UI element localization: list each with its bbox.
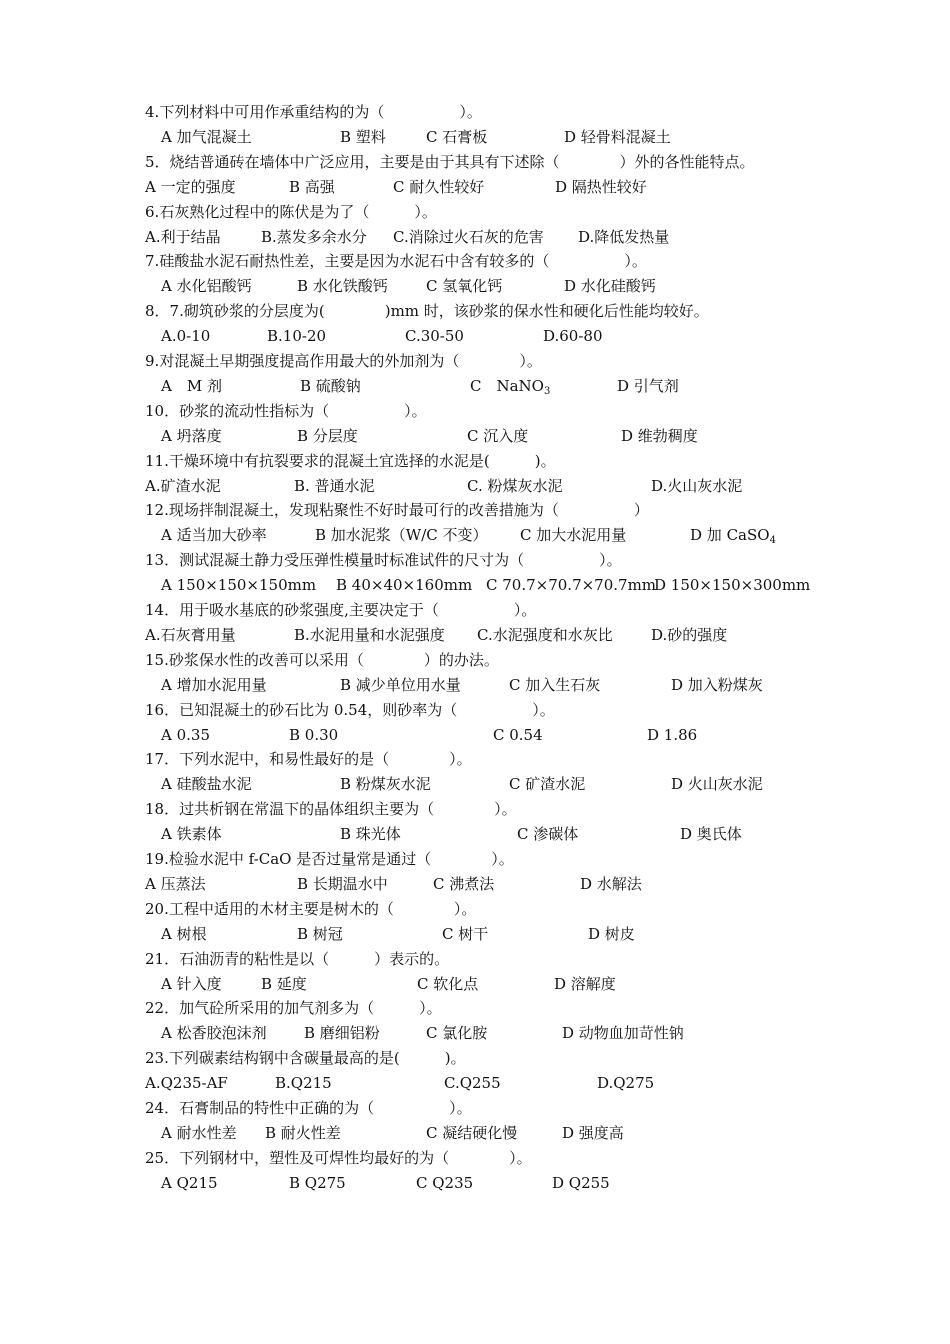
option-d <box>552 1172 610 1194</box>
option-b <box>289 724 338 746</box>
option-text: A 坍落度 <box>161 427 222 445</box>
option-d <box>671 674 763 696</box>
option-text: A 针入度 <box>161 975 222 993</box>
option-a <box>161 1022 267 1044</box>
option-text: D 1.86 <box>647 726 698 744</box>
question-number: 13． <box>145 551 180 569</box>
option-a <box>161 325 210 347</box>
question-number: 24． <box>145 1099 180 1117</box>
question-20-stem <box>145 898 476 920</box>
option-text: B 延度 <box>261 975 307 993</box>
option-a <box>161 375 222 397</box>
question-number: 22． <box>145 999 180 1017</box>
option-text: C 0.54 <box>493 726 543 744</box>
option-c <box>444 1072 501 1094</box>
option-c <box>417 973 478 995</box>
question-number: 16． <box>145 701 180 719</box>
question-number: 20. <box>145 900 169 918</box>
question-text: 工程中适用的木材主要是树木的（ ）。 <box>168 900 477 918</box>
question-text: 烧结普通砖在墙体中广泛应用，主要是由于其具有下述除（ ）外的各性能特点。 <box>169 153 755 171</box>
question-20-options <box>0 923 950 945</box>
option-text: D 水化硅酸钙 <box>564 277 656 295</box>
option-text: D 加 CaSO <box>690 526 770 544</box>
question-14-stem <box>145 599 536 621</box>
option-text: A Q215 <box>161 1174 218 1192</box>
option-text: D 轻骨料混凝土 <box>564 128 671 146</box>
question-8-stem <box>145 300 709 322</box>
option-text: B 珠光体 <box>340 825 401 843</box>
option-d <box>654 574 810 596</box>
question-text: 现场拌制混凝土，发现粘聚性不好时最可行的改善措施为（ ） <box>168 501 649 519</box>
option-a <box>145 226 221 248</box>
option-d <box>651 624 727 646</box>
option-text: C. 粉煤灰水泥 <box>467 477 563 495</box>
option-b <box>300 375 361 397</box>
question-18-stem <box>145 798 517 820</box>
option-b <box>340 773 431 795</box>
option-text: C 渗碳体 <box>517 825 579 843</box>
option-text: C.Q255 <box>444 1074 501 1092</box>
option-a <box>145 176 236 198</box>
question-number: 15. <box>145 651 169 669</box>
question-16-options <box>0 724 950 746</box>
option-a <box>161 275 252 297</box>
question-19-options <box>0 873 950 895</box>
question-6-stem <box>145 201 437 223</box>
question-text: 下列碳素结构钢中含碳量最高的是( )。 <box>168 1049 466 1067</box>
question-10-stem <box>145 400 427 422</box>
question-23-options <box>0 1072 950 1094</box>
question-25-options <box>0 1172 950 1194</box>
option-c <box>520 524 626 546</box>
option-text: B 磨细铝粉 <box>304 1024 380 1042</box>
option-b <box>289 176 335 198</box>
question-17-stem <box>145 748 472 770</box>
option-d <box>621 425 698 447</box>
option-text: B 耐火性差 <box>265 1124 341 1142</box>
question-text: 用于吸水基底的砂浆强度,主要决定于（ ）。 <box>179 601 537 619</box>
option-text: A.石灰膏用量 <box>145 626 236 644</box>
option-text: A 铁素体 <box>161 825 222 843</box>
option-b <box>294 475 375 497</box>
question-9-stem <box>145 350 542 372</box>
question-number: 5． <box>145 153 170 171</box>
option-d <box>597 1072 654 1094</box>
option-text: A 压蒸法 <box>145 875 206 893</box>
option-text: B 0.30 <box>289 726 339 744</box>
option-text: A.矿渣水泥 <box>145 477 221 495</box>
option-text: D 强度高 <box>562 1124 624 1142</box>
option-text: A 树根 <box>161 925 207 943</box>
option-text: D 树皮 <box>588 925 635 943</box>
question-13-stem <box>145 549 622 571</box>
question-number: 4. <box>145 103 160 121</box>
option-c <box>442 923 488 945</box>
option-text: C 矿渣水泥 <box>509 775 586 793</box>
question-number: 21． <box>145 950 180 968</box>
option-text: A 水化铝酸钙 <box>161 277 252 295</box>
option-d <box>690 524 776 546</box>
option-a <box>161 126 252 148</box>
option-text: D 火山灰水泥 <box>671 775 763 793</box>
option-text: C 氯化胺 <box>426 1024 488 1042</box>
question-text: 石膏制品的特性中正确的为（ ）。 <box>179 1099 472 1117</box>
option-text: D Q255 <box>552 1174 610 1192</box>
option-text: D.火山灰水泥 <box>651 477 743 495</box>
option-b <box>340 823 401 845</box>
option-c <box>470 375 550 397</box>
question-16-stem <box>145 699 555 721</box>
question-4-options <box>0 126 950 148</box>
question-5-stem <box>145 151 755 173</box>
question-text: 下列钢材中，塑性及可焊性均最好的为（ ）。 <box>179 1149 532 1167</box>
question-text: 已知混凝土的砂石比为 0.54，则砂率为（ ）。 <box>179 701 555 719</box>
option-d <box>671 773 763 795</box>
option-d <box>562 1022 684 1044</box>
option-text: C 70.7×70.7×70.7mm <box>486 576 657 594</box>
option-d <box>562 1122 624 1144</box>
question-9-options <box>0 375 950 397</box>
option-text: C 氢氧化钙 <box>426 277 503 295</box>
option-a <box>161 773 252 795</box>
option-text: C.消除过火石灰的危害 <box>393 228 544 246</box>
option-text: A.Q235-AF <box>145 1074 228 1092</box>
option-d <box>651 475 742 497</box>
option-a <box>161 524 267 546</box>
question-18-options <box>0 823 950 845</box>
question-number: 23. <box>145 1049 169 1067</box>
option-text: A 松香胶泡沫剂 <box>161 1024 267 1042</box>
question-24-stem <box>145 1097 472 1119</box>
option-c <box>393 226 544 248</box>
option-text: B.水泥用量和水泥强度 <box>294 626 445 644</box>
option-b <box>297 873 388 895</box>
question-15-stem <box>145 649 499 671</box>
option-b <box>297 275 388 297</box>
question-13-options <box>0 574 950 596</box>
option-text: B 硫酸钠 <box>300 377 361 395</box>
question-number: 6. <box>145 203 160 221</box>
question-5-options <box>0 176 950 198</box>
option-text: B.Q215 <box>275 1074 332 1092</box>
option-b <box>267 325 326 347</box>
option-c <box>393 176 484 198</box>
option-b <box>289 1172 346 1194</box>
question-12-options <box>0 524 950 546</box>
option-b <box>297 425 358 447</box>
question-number: 8． <box>145 302 170 320</box>
option-b <box>336 574 472 596</box>
option-text: C 加入生石灰 <box>509 676 601 694</box>
option-text: D 150×150×300mm <box>654 576 811 594</box>
option-text: A 耐水性差 <box>161 1124 237 1142</box>
question-7-options <box>0 275 950 297</box>
option-text: D 隔热性较好 <box>555 178 647 196</box>
question-text: 下列材料中可用作承重结构的为（ ）。 <box>159 103 482 121</box>
subscript: 3 <box>543 386 551 397</box>
option-c <box>509 674 600 696</box>
option-text: B.10-20 <box>267 327 327 345</box>
question-number: 11. <box>145 452 169 470</box>
option-a <box>145 873 206 895</box>
option-text: C 沸煮法 <box>433 875 495 893</box>
option-d <box>680 823 742 845</box>
option-text: D 水解法 <box>580 875 642 893</box>
option-text: D.砂的强度 <box>651 626 728 644</box>
option-text: C 软化点 <box>417 975 479 993</box>
option-text: D 溶解度 <box>554 975 616 993</box>
question-text: 过共析钢在常温下的晶体组织主要为（ ）。 <box>179 800 517 818</box>
question-10-options <box>0 425 950 447</box>
option-c <box>426 1022 487 1044</box>
option-c <box>509 773 585 795</box>
question-22-stem <box>145 997 442 1019</box>
option-text: D 引气剂 <box>617 377 679 395</box>
question-number: 19. <box>145 850 169 868</box>
option-d <box>617 375 679 397</box>
option-text: A 硅酸盐水泥 <box>161 775 252 793</box>
option-b <box>261 973 307 995</box>
option-text: D.降低发热量 <box>578 228 670 246</box>
option-a <box>161 425 222 447</box>
option-a <box>145 475 221 497</box>
option-c <box>416 1172 473 1194</box>
option-text: B Q275 <box>289 1174 346 1192</box>
question-text: 石油沥青的粘性是以（ ）表示的。 <box>179 950 450 968</box>
option-text: B.蒸发多余水分 <box>261 228 367 246</box>
option-text: C 树干 <box>442 925 489 943</box>
question-text: 硅酸盐水泥石耐热性差，主要是因为水泥石中含有较多的（ ）。 <box>159 252 647 270</box>
option-c <box>517 823 578 845</box>
question-text: 砂浆保水性的改善可以采用（ ）的办法。 <box>168 651 499 669</box>
option-d <box>580 873 642 895</box>
option-c <box>477 624 613 646</box>
option-text: B 粉煤灰水泥 <box>340 775 431 793</box>
option-a <box>161 823 222 845</box>
question-15-options <box>0 674 950 696</box>
question-text: 加气砼所采用的加气剂多为（ ）。 <box>179 999 442 1017</box>
option-a <box>161 674 267 696</box>
option-d <box>554 973 616 995</box>
question-text: 检验水泥中 f-CaO 是否过量常是通过（ ）。 <box>168 850 514 868</box>
option-c <box>405 325 464 347</box>
option-text: B 塑料 <box>340 128 386 146</box>
question-6-options <box>0 226 950 248</box>
option-a <box>161 1172 218 1194</box>
option-text: C 石膏板 <box>426 128 488 146</box>
question-14-options <box>0 624 950 646</box>
subscript: 4 <box>769 535 776 546</box>
question-text: 砂浆的流动性指标为（ ）。 <box>179 402 427 420</box>
question-text: 测试混凝土静力受压弹性模量时标准试件的尺寸为（ ）。 <box>179 551 622 569</box>
question-24-options <box>0 1122 950 1144</box>
option-text: A M 剂 <box>161 377 222 395</box>
option-b <box>275 1072 332 1094</box>
option-text: B 分层度 <box>297 427 358 445</box>
option-c <box>467 475 562 497</box>
question-number: 9. <box>145 352 160 370</box>
option-text: B 高强 <box>289 178 335 196</box>
option-text: C 沉入度 <box>467 427 529 445</box>
option-b <box>261 226 367 248</box>
option-text: A.利于结晶 <box>145 228 221 246</box>
option-text: B 加水泥浆（W/C 不变） <box>315 526 488 544</box>
question-number: 7. <box>145 252 160 270</box>
option-text: B 减少单位用水量 <box>340 676 461 694</box>
option-text: D.Q275 <box>597 1074 655 1092</box>
question-number: 18． <box>145 800 180 818</box>
question-number: 17． <box>145 750 180 768</box>
option-text: A 适当加大砂率 <box>161 526 267 544</box>
question-number: 14． <box>145 601 180 619</box>
option-b <box>340 126 386 148</box>
question-text: 对混凝土早期强度提高作用最大的外加剂为（ ）。 <box>159 352 542 370</box>
question-8-options <box>0 325 950 347</box>
question-11-options <box>0 475 950 497</box>
option-text: B 水化铁酸钙 <box>297 277 388 295</box>
question-21-stem <box>145 948 449 970</box>
question-text: 石灰熟化过程中的陈伏是为了（ ）。 <box>159 203 437 221</box>
option-c <box>426 1122 517 1144</box>
option-d <box>543 325 603 347</box>
option-c <box>493 724 543 746</box>
option-text: C.水泥强度和水灰比 <box>477 626 613 644</box>
question-text: 干燥环境中有抗裂要求的混凝土宜选择的水泥是( )。 <box>168 452 556 470</box>
option-text: B 40×40×160mm <box>336 576 473 594</box>
question-text: 7.砌筑砂浆的分层度为( )mm 时，该砂浆的保水性和硬化后性能均较好。 <box>169 302 709 320</box>
option-c <box>486 574 656 596</box>
question-text: 下列水泥中，和易性最好的是（ ）。 <box>179 750 472 768</box>
question-23-stem <box>145 1047 466 1069</box>
option-text: A 一定的强度 <box>145 178 236 196</box>
question-22-options <box>0 1022 950 1044</box>
option-d <box>647 724 697 746</box>
option-text: D 维勃稠度 <box>621 427 698 445</box>
option-text: A 增加水泥用量 <box>161 676 267 694</box>
option-text: B 长期温水中 <box>297 875 388 893</box>
question-19-stem <box>145 848 514 870</box>
option-b <box>304 1022 380 1044</box>
option-d <box>555 176 647 198</box>
option-text: A 0.35 <box>161 726 210 744</box>
option-text: D 动物血加苛性钠 <box>562 1024 684 1042</box>
question-number: 12. <box>145 501 169 519</box>
option-c <box>467 425 528 447</box>
option-b <box>294 624 445 646</box>
option-text: C 耐久性较好 <box>393 178 485 196</box>
option-text: B 树冠 <box>297 925 343 943</box>
question-21-options <box>0 973 950 995</box>
option-text: C NaNO <box>470 377 544 395</box>
question-7-stem <box>145 250 647 272</box>
question-17-options <box>0 773 950 795</box>
option-b <box>265 1122 341 1144</box>
option-a <box>161 923 207 945</box>
option-a <box>145 624 236 646</box>
option-d <box>564 126 671 148</box>
option-d <box>564 275 656 297</box>
option-c <box>426 126 487 148</box>
question-11-stem <box>145 450 556 472</box>
option-a <box>161 973 222 995</box>
option-text: D 加入粉煤灰 <box>671 676 763 694</box>
question-25-stem <box>145 1147 532 1169</box>
option-text: D 奥氏体 <box>680 825 742 843</box>
option-text: A 加气混凝土 <box>161 128 252 146</box>
option-c <box>426 275 502 297</box>
question-number: 10． <box>145 402 180 420</box>
option-b <box>340 674 461 696</box>
question-12-stem <box>145 499 649 521</box>
option-c <box>433 873 494 895</box>
option-text: D.60-80 <box>543 327 603 345</box>
option-a <box>161 574 316 596</box>
option-text: C 加大水泥用量 <box>520 526 627 544</box>
option-d <box>578 226 669 248</box>
option-d <box>588 923 635 945</box>
question-4-stem <box>145 101 482 123</box>
option-text: A 150×150×150mm <box>161 576 317 594</box>
option-text: B. 普通水泥 <box>294 477 375 495</box>
option-text: C 凝结硬化慢 <box>426 1124 518 1142</box>
option-text: A.0-10 <box>161 327 211 345</box>
option-a <box>145 1072 228 1094</box>
option-b <box>297 923 343 945</box>
option-text: C Q235 <box>416 1174 474 1192</box>
option-a <box>161 724 210 746</box>
option-a <box>161 1122 237 1144</box>
question-number: 25． <box>145 1149 180 1167</box>
option-text: C.30-50 <box>405 327 464 345</box>
option-b <box>315 524 488 546</box>
